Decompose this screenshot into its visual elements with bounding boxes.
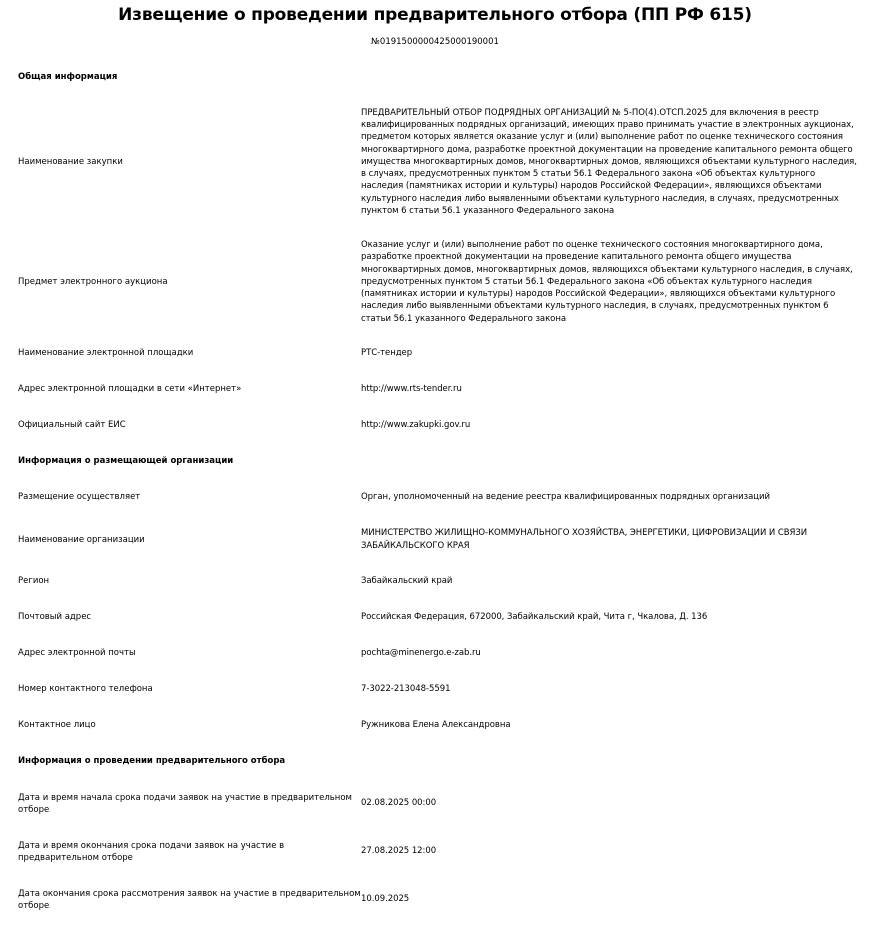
row-label: Размещение осуществляет [18, 492, 141, 502]
row-value: Российская Федерация, 672000, Забайкальский край, Чита г, Чкалова, Д. 136 [361, 611, 708, 622]
row-label: Номер контактного телефона [18, 684, 153, 694]
info-row-email [18, 647, 868, 659]
info-row-auction-subject [18, 240, 868, 324]
row-value: МИНИСТЕРСТВО ЖИЛИЩНО-КОММУНАЛЬНОГО ХОЗЯЙСТВА, ЭНЕРГЕТИКИ, ЦИФРОВИЗАЦИИ И СВЯЗИ ЗАБАЙКАЛЬСКОГО КРАЯ [361, 528, 808, 551]
info-row-region [18, 575, 868, 587]
row-value: Орган, уполномоченный на ведение реестра квалифицированных подрядных организаций [361, 491, 770, 502]
row-value: 7-3022-213048-5591 [361, 683, 451, 694]
row-value: Ружникова Елена Александровна [361, 719, 511, 730]
page-title: Извещение о проведении предварительного отбора (ПП РФ 615) [118, 5, 752, 25]
row-label: Дата и время начала срока подачи заявок на участие в предварительном отборе [18, 792, 352, 815]
row-label: Почтовый адрес [18, 612, 92, 622]
row-label: Дата и время окончания срока подачи заявок на участие в предварительном отборе [18, 840, 285, 863]
row-value: http://www.rts-tender.ru [361, 383, 462, 394]
row-label: Наименование электронной площадки [18, 348, 194, 358]
row-value: Оказание услуг и (или) выполнение работ по оценке технического состояния многоквартирного дома, разработке проектной документации на проведение капитального ремонта общего имущества многоквартирных домов, многоквартирных домов, являющихся объектами культурного наследия, в случаях, предусмотренных пунктом 5 статьи 56.1 Федерального закона «Об объектах культурного наследия (памятниках истории и культуры) народов Российской Федерации», являющихся объектами культурного наследия либо выявленными объектами культурного наследия, в случаях, предусмотренных пунктом 6 статьи 56.1 указанного Федерального закона [361, 239, 853, 324]
row-value: 10.09.2025 [361, 894, 410, 905]
row-label: Предмет электронного аукциона [18, 277, 168, 287]
row-value: pochta@minenergo.e-zab.ru [361, 647, 481, 658]
row-value: 27.08.2025 12:00 [361, 846, 437, 857]
row-label: Контактное лицо [18, 720, 96, 730]
row-value: ПРЕДВАРИТЕЛЬНЫЙ ОТБОР ПОДРЯДНЫХ ОРГАНИЗАЦИЙ № 5-ПО(4).ОТСП.2025 для включения в реестр квалифицированных подрядных организаций, имеющих право принимать участие в электронных аукционах, предметом которых является оказание услуг и (или) выполнение работ по оценке технического состояния многоквартирного дома, разработке проектной документации на проведение капитального ремонта общего имущества многоквартирных домов, многоквартирных домов, являющихся объектами культурного наследия, в случаях, предусмотренных пунктом 5 статьи 56.1 Федерального закона «Об объектах культурного наследия (памятниках истории и культуры) народов Российской Федерации», являющихся объектами культурного наследия либо выявленными объектами культурного наследия, в случаях, предусмотренных пунктом 6 статьи 56.1 указанного Федерального закона [361, 107, 857, 217]
section-title-general: Общая информация [18, 72, 118, 82]
info-row-platform-address [18, 383, 868, 395]
row-label: Адрес электронной площадки в сети «Интернет» [18, 384, 242, 394]
info-row-platform-name [18, 347, 868, 359]
info-row-postal-address [18, 611, 868, 623]
info-row-placement [18, 491, 868, 503]
section-title-selection: Информация о проведении предварительного отбора [18, 756, 286, 766]
row-value: Забайкальский край [361, 575, 453, 586]
row-value: http://www.zakupki.gov.ru [361, 419, 471, 430]
row-label: Официальный сайт ЕИС [18, 420, 126, 430]
info-row-review-end [18, 887, 868, 912]
row-label: Дата окончания срока рассмотрения заявок на участие в предварительном отборе [18, 888, 361, 911]
info-row-phone [18, 683, 868, 695]
row-label: Наименование закупки [18, 157, 123, 167]
row-label: Наименование организации [18, 534, 145, 545]
row-value: 02.08.2025 00:00 [361, 798, 437, 809]
info-row-submission-start [18, 791, 868, 816]
section-title-organization: Информация о размещающей организации [18, 456, 234, 466]
info-row-contact-person [18, 719, 868, 731]
info-row-official-site [18, 419, 868, 431]
info-row-organization-name [18, 527, 868, 552]
info-row-submission-end [18, 839, 868, 864]
row-label: Регион [18, 576, 50, 586]
notice-number: №0191500000425000190001 [371, 37, 499, 47]
info-row-procurement-name [18, 108, 868, 216]
row-label: Адрес электронной почты [18, 648, 136, 658]
row-value: РТС-тендер [361, 347, 413, 358]
